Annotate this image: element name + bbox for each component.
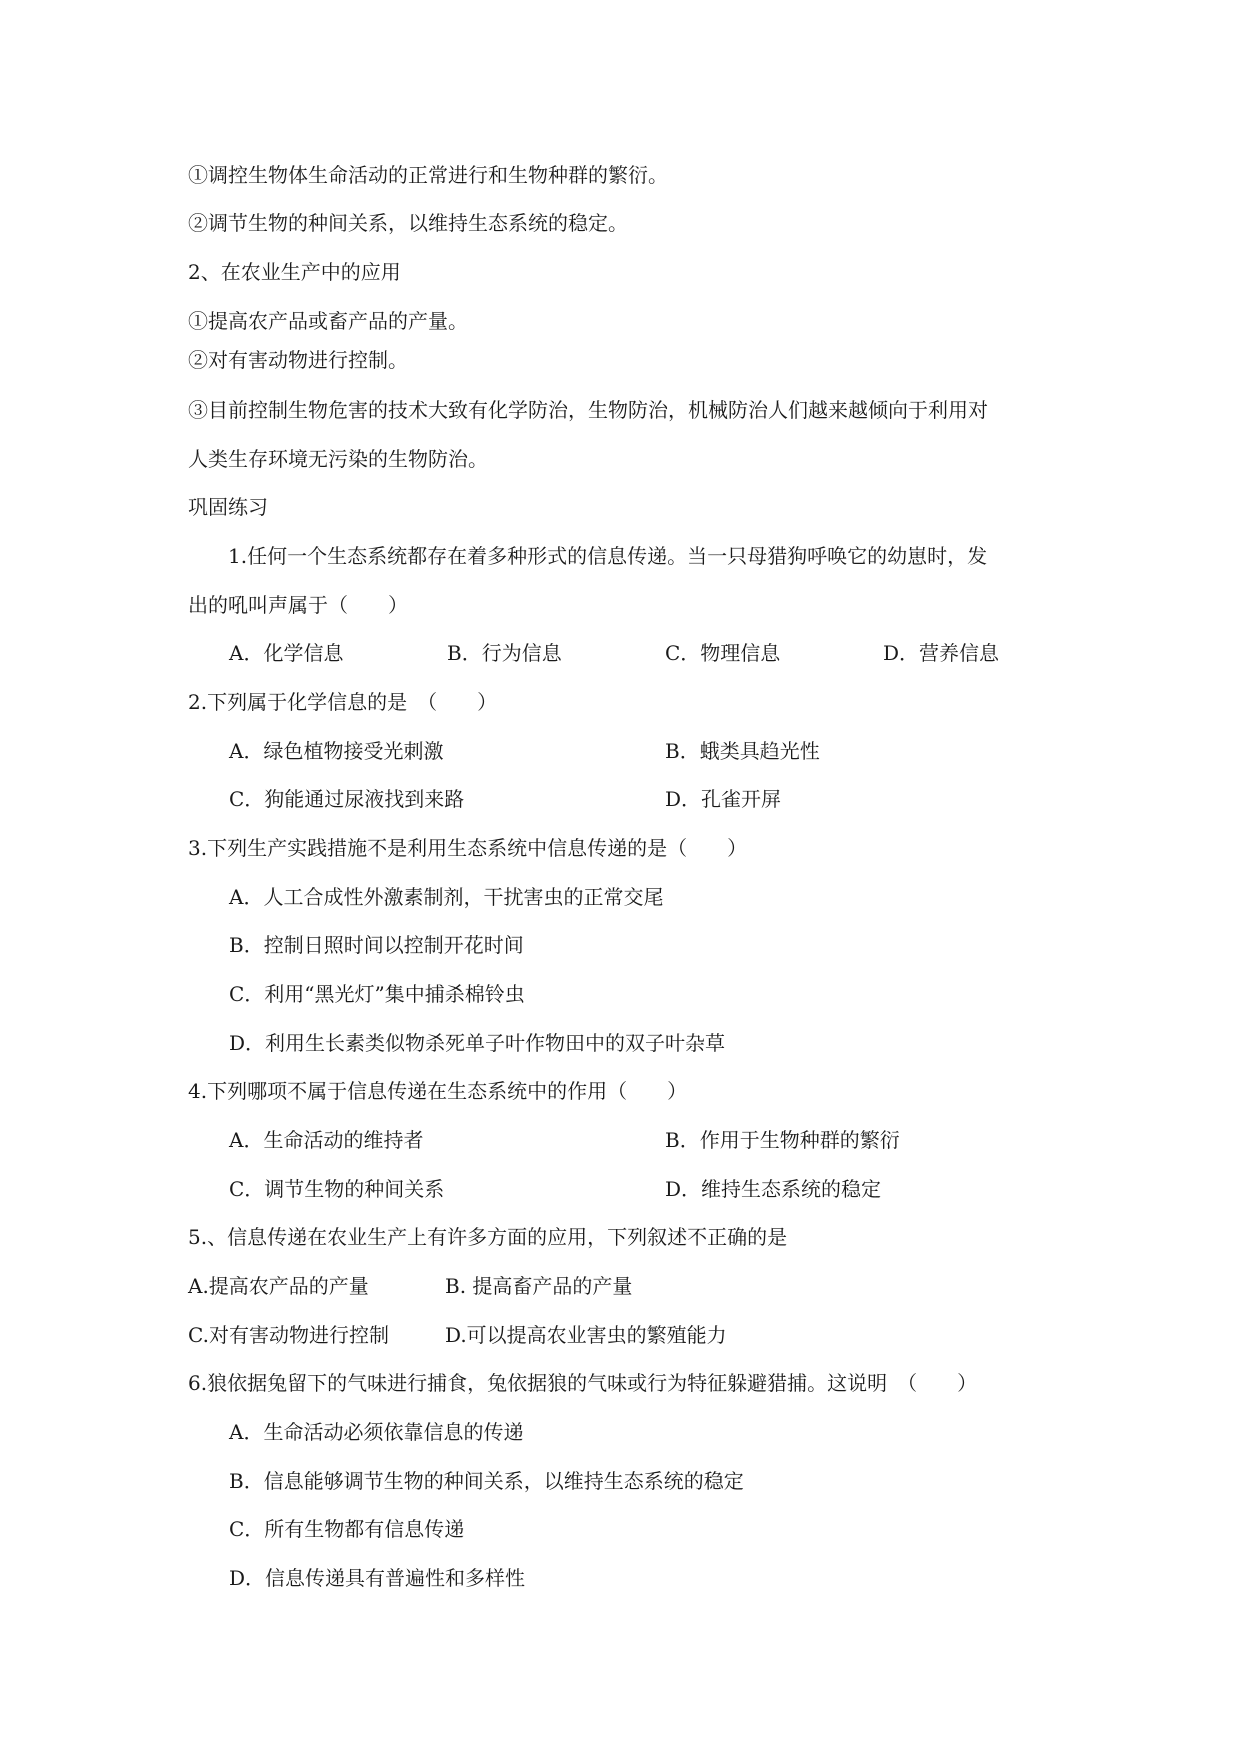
- question-5-option-b: B. 提高畜产品的产量: [445, 1274, 633, 1298]
- question-6-option-d: D．信息传递具有普遍性和多样性: [229, 1566, 526, 1590]
- question-5-stem: 5.、信息传递在农业生产上有许多方面的应用，下列叙述不正确的是: [188, 1225, 788, 1249]
- question-4-option-c: C．调节生物的种间关系: [229, 1177, 445, 1201]
- section-heading-agriculture: 2、在农业生产中的应用: [188, 260, 401, 284]
- question-6-option-b: B．信息能够调节生物的种间关系，以维持生态系统的稳定: [229, 1469, 744, 1493]
- practice-title: 巩固练习: [188, 495, 268, 519]
- paragraph-role-1: ①调控生物体生命活动的正常进行和生物种群的繁衍。: [188, 163, 668, 187]
- question-2-option-b: B．蛾类具趋光性: [665, 739, 820, 763]
- question-1-stem-line2: 出的吼叫声属于（ ）: [188, 593, 408, 617]
- question-6-stem: 6.狼依据兔留下的气味进行捕食，兔依据狼的气味或行为特征躲避猎捕。这说明 （ ）: [188, 1371, 978, 1395]
- question-4-option-b: B．作用于生物种群的繁衍: [665, 1128, 900, 1152]
- question-6-option-a: A．生命活动必须依靠信息的传递: [229, 1420, 524, 1444]
- question-4-option-d: D．维持生态系统的稳定: [665, 1177, 882, 1201]
- question-1-option-c: C．物理信息: [665, 641, 781, 665]
- paragraph-application-3-line2: 人类生存环境无污染的生物防治。: [188, 447, 488, 471]
- question-3-option-b: B．控制日照时间以控制开花时间: [229, 933, 524, 957]
- question-3-option-c: C．利用“黑光灯”集中捕杀棉铃虫: [229, 982, 525, 1006]
- paragraph-application-1: ①提高农产品或畜产品的产量。: [188, 309, 468, 333]
- question-1-option-b: B．行为信息: [447, 641, 562, 665]
- question-2-stem: 2.下列属于化学信息的是 （ ）: [188, 690, 498, 714]
- paragraph-application-3-line1: ③目前控制生物危害的技术大致有化学防治，生物防治，机械防治人们越来越倾向于利用对: [188, 398, 988, 422]
- question-1-stem-line1: 1.任何一个生态系统都存在着多种形式的信息传递。当一只母猎狗呼唤它的幼崽时，发: [228, 544, 988, 568]
- question-5-option-a: A.提高农产品的产量: [188, 1274, 369, 1298]
- question-4-stem: 4.下列哪项不属于信息传递在生态系统中的作用（ ）: [188, 1079, 688, 1103]
- question-1-option-a: A．化学信息: [229, 641, 344, 665]
- question-3-stem: 3.下列生产实践措施不是利用生态系统中信息传递的是（ ）: [188, 836, 748, 860]
- paragraph-role-2: ②调节生物的种间关系，以维持生态系统的稳定。: [188, 211, 628, 235]
- question-2-option-d: D．孔雀开屏: [665, 787, 782, 811]
- question-2-option-a: A．绿色植物接受光刺激: [229, 739, 444, 763]
- question-2-option-c: C．狗能通过尿液找到来路: [229, 787, 465, 811]
- question-6-option-c: C．所有生物都有信息传递: [229, 1517, 465, 1541]
- question-3-option-a: A．人工合成性外激素制剂，干扰害虫的正常交尾: [229, 885, 664, 909]
- question-1-option-d: D．营养信息: [883, 641, 1000, 665]
- question-5-option-c: C.对有害动物进行控制: [188, 1323, 389, 1347]
- question-4-option-a: A．生命活动的维持者: [229, 1128, 424, 1152]
- question-5-option-d: D.可以提高农业害虫的繁殖能力: [445, 1323, 727, 1347]
- paragraph-application-2: ②对有害动物进行控制。: [188, 348, 408, 372]
- question-3-option-d: D．利用生长素类似物杀死单子叶作物田中的双子叶杂草: [229, 1031, 726, 1055]
